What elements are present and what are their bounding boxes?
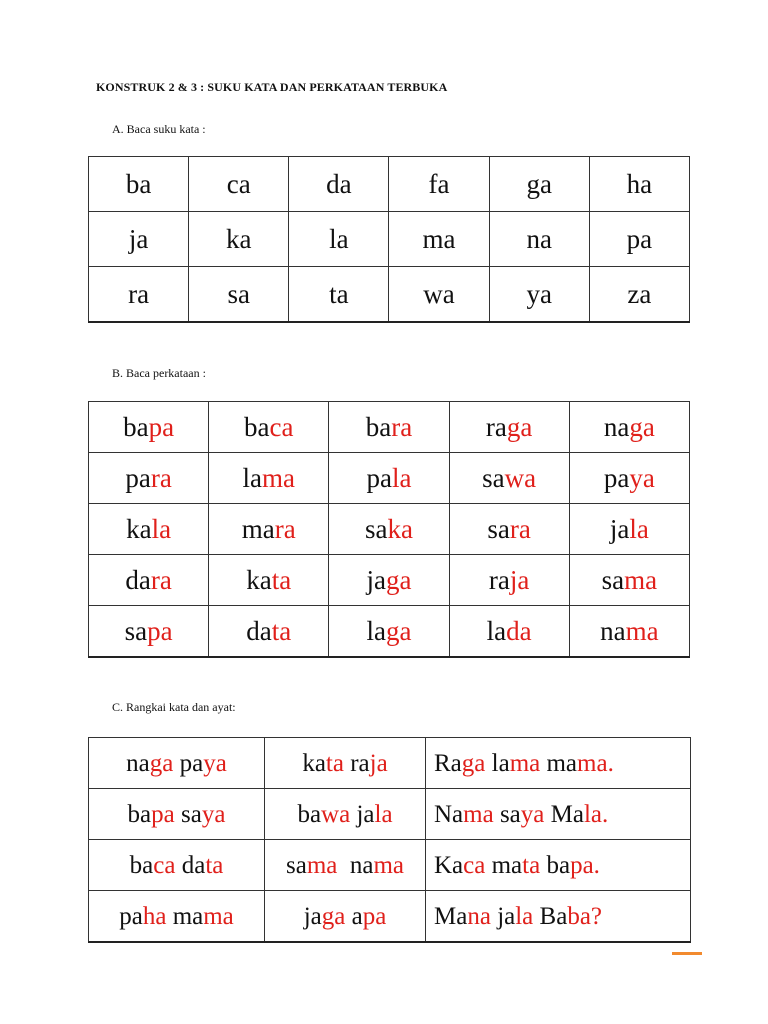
syllable-second-highlight: ra xyxy=(150,564,172,595)
syllable-first: da xyxy=(246,615,272,646)
syllable-second-highlight: ta xyxy=(205,851,224,879)
syllable-second-highlight: ga xyxy=(629,411,655,442)
syllable-first: ma xyxy=(241,513,275,544)
syllable-second-highlight: da xyxy=(506,615,532,646)
syllable-second-highlight: ya xyxy=(520,800,545,828)
table-row xyxy=(89,738,691,789)
syllable-cell: la xyxy=(289,212,389,267)
punctuation: . xyxy=(602,800,609,828)
syllable-second-highlight: la xyxy=(515,902,534,930)
syllable-first: pa xyxy=(366,462,392,493)
syllable-second-highlight: la xyxy=(151,513,172,544)
table-row xyxy=(89,402,690,453)
word-cell xyxy=(209,402,329,453)
syllable-cell: ba xyxy=(89,157,189,212)
word-cell xyxy=(209,555,329,606)
word-cell xyxy=(329,504,449,555)
syllable-first: sa xyxy=(499,800,521,828)
word-cell xyxy=(449,402,569,453)
section-a-label: A. Baca suku kata : xyxy=(112,122,206,136)
syllable-first: pa xyxy=(119,902,143,930)
syllable-cell: wa xyxy=(389,267,489,323)
syllable-second-highlight: ta xyxy=(271,615,292,646)
syllable-second-highlight: ja xyxy=(369,749,388,777)
syllable-second-highlight: ta xyxy=(522,851,541,879)
phrase-cell xyxy=(89,738,265,789)
syllable-second-highlight: ma xyxy=(577,749,608,777)
syllable-first: ba xyxy=(365,411,392,442)
syllable-second-highlight: ca xyxy=(463,851,486,879)
syllable-second-highlight: ra xyxy=(274,513,296,544)
table-row xyxy=(89,157,690,212)
sentence-cell xyxy=(426,789,691,840)
phrase-cell xyxy=(89,840,265,891)
syllable-cell: ja xyxy=(89,212,189,267)
word-cell xyxy=(209,453,329,504)
syllable-first: la xyxy=(366,615,386,646)
syllable-cell: ra xyxy=(89,267,189,323)
syllable-second-highlight: ya xyxy=(201,800,226,828)
sentence-cell xyxy=(426,840,691,891)
syllable-first: sa xyxy=(285,851,307,879)
syllable-first: ra xyxy=(350,749,370,777)
word-cell xyxy=(569,402,689,453)
word-cell xyxy=(449,555,569,606)
phrase-cell xyxy=(89,789,265,840)
syllable-first: Ma xyxy=(550,800,584,828)
syllable-first: la xyxy=(491,749,510,777)
syllable-second-highlight: pa xyxy=(148,411,175,442)
syllable-first: pa xyxy=(125,462,151,493)
syllable-second-highlight: wa xyxy=(321,800,351,828)
syllable-second-highlight: la xyxy=(583,800,603,828)
word-cell xyxy=(569,453,689,504)
phrase-cell xyxy=(265,738,426,789)
syllable-first: Na xyxy=(434,800,464,828)
table-row xyxy=(89,453,690,504)
word-cell xyxy=(569,504,689,555)
word-space xyxy=(337,852,350,879)
syllable-first: ba xyxy=(127,800,152,828)
syllable-first: pa xyxy=(179,749,204,777)
syllable-second-highlight: ta xyxy=(325,749,344,777)
syllable-second-highlight: ma xyxy=(625,615,659,646)
word-cell xyxy=(449,606,569,658)
section-b-label: B. Baca perkataan : xyxy=(112,366,206,380)
syllable-first: ja xyxy=(366,564,386,595)
word-cell xyxy=(89,402,209,453)
syllable-second-highlight: la xyxy=(391,462,412,493)
syllable-second-highlight: ga xyxy=(506,411,533,442)
word-cell xyxy=(89,555,209,606)
syllable-first: ka xyxy=(302,749,326,777)
syllable-first: ba xyxy=(129,851,154,879)
phrase-cell xyxy=(265,789,426,840)
syllable-second-highlight: ra xyxy=(391,411,413,442)
punctuation: . xyxy=(593,851,600,879)
syllable-second-highlight: wa xyxy=(504,462,537,493)
syllable-first: sa xyxy=(601,564,625,595)
syllable-second-highlight: ca xyxy=(269,411,294,442)
syllable-first: Ma xyxy=(434,902,468,930)
syllable-first: ra xyxy=(488,564,510,595)
table-row xyxy=(89,555,690,606)
syllable-cell: ma xyxy=(389,212,489,267)
section-c-label: C. Rangkai kata dan ayat: xyxy=(112,700,236,714)
phrase-cell xyxy=(89,891,265,943)
syllable-second-highlight: ma xyxy=(203,902,234,930)
table-row xyxy=(89,212,690,267)
syllable-first: ba xyxy=(546,851,571,879)
syllable-first: a xyxy=(351,902,363,930)
syllable-first: ma xyxy=(546,749,578,777)
phrase-sentence-table xyxy=(88,737,691,943)
word-cell xyxy=(329,606,449,658)
syllable-second-highlight: ba xyxy=(567,902,591,930)
syllable-first: sa xyxy=(181,800,202,828)
syllable-first: Ka xyxy=(434,851,464,879)
syllable-second-highlight: ga xyxy=(385,615,412,646)
syllable-cell: sa xyxy=(189,267,289,323)
syllable-first: ba xyxy=(297,800,322,828)
word-cell xyxy=(569,555,689,606)
syllable-second-highlight: ma xyxy=(373,851,405,879)
syllable-second-highlight: pa xyxy=(147,615,173,646)
syllable-cell: ga xyxy=(489,157,589,212)
word-cell xyxy=(449,453,569,504)
syllable-first: da xyxy=(181,851,206,879)
syllable-second-highlight: ya xyxy=(203,749,227,777)
syllable-second-highlight: pa xyxy=(362,902,387,930)
punctuation: ? xyxy=(590,902,603,930)
syllable-first: sa xyxy=(482,462,505,493)
syllable-first: pa xyxy=(603,462,630,493)
syllable-second-highlight: ca xyxy=(153,851,176,879)
syllable-second-highlight: la xyxy=(374,800,393,828)
syllable-first: sa xyxy=(487,513,510,544)
table-row xyxy=(89,504,690,555)
word-cell xyxy=(89,504,209,555)
syllable-cell: ha xyxy=(589,157,689,212)
syllable-first: ja xyxy=(609,513,630,544)
syllable-second-highlight: ga xyxy=(149,749,174,777)
table-row xyxy=(89,267,690,323)
syllable-cell: pa xyxy=(589,212,689,267)
syllable-cell: da xyxy=(289,157,389,212)
sentence-cell xyxy=(426,738,691,789)
punctuation: . xyxy=(607,749,614,777)
syllable-second-highlight: na xyxy=(467,902,491,930)
syllable-first: na xyxy=(600,615,626,646)
syllable-first: ja xyxy=(497,902,516,930)
word-cell xyxy=(89,453,209,504)
syllable-second-highlight: ma xyxy=(262,462,296,493)
syllable-first: ka xyxy=(126,513,152,544)
phrase-cell xyxy=(265,840,426,891)
syllable-first: ba xyxy=(244,411,270,442)
word-cell xyxy=(209,504,329,555)
syllable-second-highlight: ja xyxy=(509,564,530,595)
syllable-first: ma xyxy=(491,851,523,879)
syllable-first: ba xyxy=(123,411,149,442)
table-row xyxy=(89,606,690,658)
syllable-first: Ba xyxy=(539,902,568,930)
syllable-table xyxy=(88,156,690,323)
word-table xyxy=(88,401,690,658)
table-row xyxy=(89,891,691,943)
syllable-first: la xyxy=(486,615,507,646)
syllable-cell: ca xyxy=(189,157,289,212)
syllable-cell: za xyxy=(589,267,689,323)
syllable-first: da xyxy=(125,564,151,595)
word-cell xyxy=(329,402,449,453)
syllable-second-highlight: ha xyxy=(142,902,167,930)
syllable-cell: ta xyxy=(289,267,389,323)
syllable-first: ja xyxy=(303,902,322,930)
syllable-second-highlight: pa xyxy=(570,851,594,879)
syllable-cell: na xyxy=(489,212,589,267)
phrase-cell xyxy=(265,891,426,943)
syllable-second-highlight: ma xyxy=(624,564,658,595)
syllable-cell: ka xyxy=(189,212,289,267)
syllable-first: ka xyxy=(246,564,272,595)
word-cell xyxy=(569,606,689,658)
syllable-second-highlight: ma xyxy=(463,800,494,828)
syllable-second-highlight: ra xyxy=(150,462,172,493)
syllable-second-highlight: ma xyxy=(306,851,338,879)
syllable-first: na xyxy=(349,851,374,879)
syllable-second-highlight: ya xyxy=(629,462,655,493)
syllable-second-highlight: pa xyxy=(151,800,175,828)
syllable-second-highlight: ta xyxy=(271,564,292,595)
word-cell xyxy=(89,606,209,658)
syllable-first: ma xyxy=(172,902,204,930)
syllable-first: Ra xyxy=(434,749,462,777)
syllable-second-highlight: ga xyxy=(321,902,346,930)
word-cell xyxy=(449,504,569,555)
syllable-first: na xyxy=(126,749,150,777)
syllable-second-highlight: ga xyxy=(461,749,486,777)
table-row xyxy=(89,789,691,840)
syllable-first: na xyxy=(603,411,630,442)
syllable-second-highlight: ga xyxy=(385,564,412,595)
syllable-second-highlight: la xyxy=(629,513,649,544)
syllable-first: sa xyxy=(124,615,148,646)
syllable-first: la xyxy=(242,462,263,493)
syllable-first: ra xyxy=(485,411,507,442)
syllable-cell: ya xyxy=(489,267,589,323)
syllable-second-highlight: ra xyxy=(509,513,531,544)
word-cell xyxy=(329,453,449,504)
table-row xyxy=(89,840,691,891)
syllable-second-highlight: ka xyxy=(387,513,413,544)
page-heading: KONSTRUK 2 & 3 : SUKU KATA DAN PERKATAAN TERBUKA xyxy=(96,80,448,94)
page-corner-mark xyxy=(672,952,702,955)
sentence-cell xyxy=(426,891,691,943)
syllable-second-highlight: ma xyxy=(509,749,541,777)
word-cell xyxy=(209,606,329,658)
word-cell xyxy=(329,555,449,606)
syllable-cell: fa xyxy=(389,157,489,212)
syllable-first: ja xyxy=(356,800,375,828)
syllable-first: sa xyxy=(364,513,388,544)
